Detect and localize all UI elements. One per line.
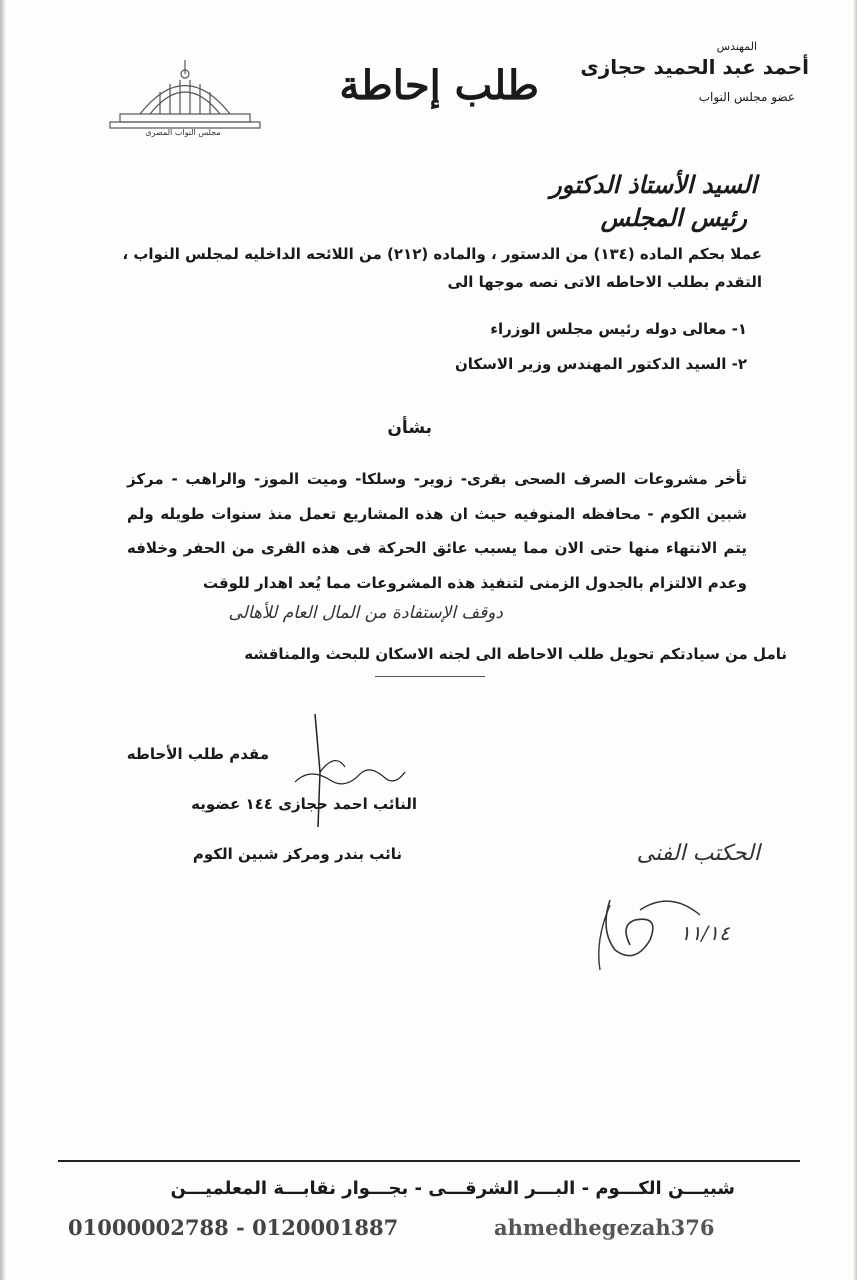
main-paragraph: تأخر مشروعات الصرف الصحى بقرى- زوير- وسلكا- وميت الموز- والراهب - مركز شبين الكوم - محافظه المنوفيه حيث ان هذه المشاريع تعمل منذ سنوات طويله ولم يتم الانتهاء منها حتى الان مما يسبب عائق الحركة فى هذه القرى من الحفر وخلافه وعدم الالتزام بالجدول الزمنى لتنفيذ هذه المشروعات مما يُعد اهدار للوقت <box>127 470 747 592</box>
engineer-label: المهندس <box>716 40 757 53</box>
note-text: الحكتب الفنى <box>636 841 760 866</box>
signature-scribble-icon <box>290 712 440 832</box>
request-underline <box>375 676 485 677</box>
intro-paragraph: عملا بحكم الماده (١٣٤) من الدستور ، والماده (٢١٢) من اللائحه الداخليه لمجلس النواب ، التقدم بطلب الاحاطه الاتى نصه موجها الى <box>122 245 762 291</box>
handwritten-note <box>540 820 770 980</box>
salutation-line2: رئيس المجلس <box>600 203 747 232</box>
member-role: عضو مجلس النواب <box>698 90 795 104</box>
member-name: أحمد عبد الحميد حجازى <box>580 55 809 79</box>
footer-divider <box>58 1160 800 1162</box>
signature-constituency: نائب بندر ومركز شبين الكوم <box>192 845 402 863</box>
handwritten-addition <box>108 592 508 628</box>
addressee-2: ٢- السيد الدكتور المهندس وزير الاسكان <box>454 355 747 373</box>
footer-phones: 01000002788 - 0120001887 <box>68 1215 399 1240</box>
note-date: ١١/١٤ <box>680 921 730 945</box>
addressee-1: ١- معالى دوله رئيس مجلس الوزراء <box>490 320 747 338</box>
svg-text:دوقف الإستفادة من المال العام: دوقف الإستفادة من المال العام للأهالى <box>228 603 503 623</box>
about-label: بشأن <box>387 418 432 438</box>
footer-handle: ahmedhegezah376 <box>494 1215 715 1240</box>
signature-title: مقدم طلب الأحاطه <box>126 745 269 763</box>
salutation-line1: السيد الأستاذ الدكتور <box>550 170 757 199</box>
signature-name: النائب احمد حجازى ١٤٤ عضويه <box>191 795 417 813</box>
emblem-caption: مجلس النواب المصرى <box>145 128 221 137</box>
scan-edge-left <box>0 0 6 1280</box>
document-title: طلب إحاطة <box>339 62 539 109</box>
footer-address: شبيـــن الكـــوم - البـــر الشرقـــى - بجـــوار نقابـــة المعلميـــن <box>170 1178 735 1199</box>
scan-edge-right <box>853 0 857 1280</box>
request-line: نامل من سيادتكم تحويل طلب الاحاطه الى لجنه الاسكان للبحث والمناقشه <box>244 645 787 663</box>
